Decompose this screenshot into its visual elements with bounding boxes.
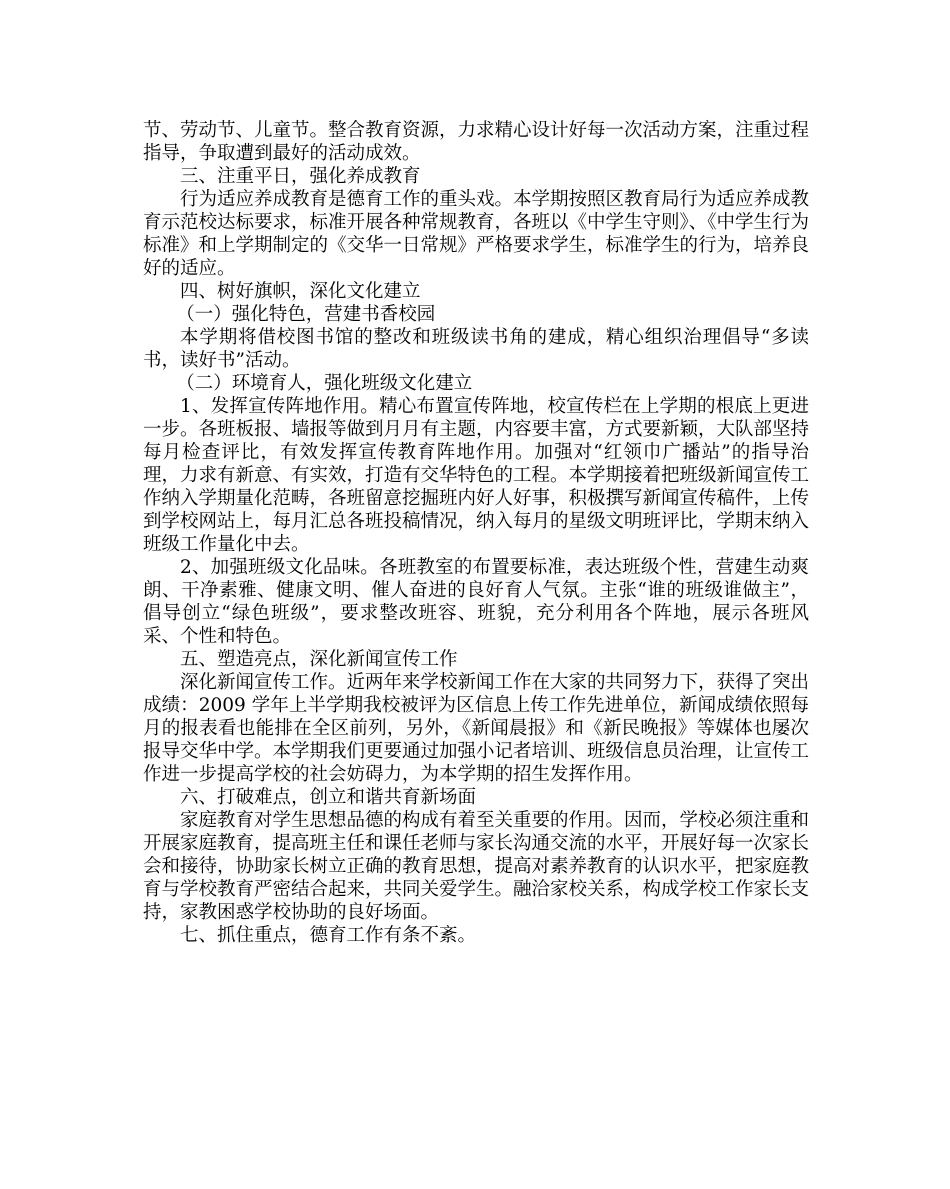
- subheading-4-2: （二）环境育人，强化班级文化建立: [176, 373, 473, 394]
- paragraph-class-culture: 2、加强班级文化品味。各班教室的布置要标准，表达班级个性，营建生动爽朗、干净素雅、健康文明、催人奋进的良好育人气氛。主张“谁的班级谁做主”，倡导创立“绿色班级”，要求整改班容、班貌，充分利用各个阵地，展示各班风采、个性和特色。: [143, 557, 809, 647]
- section-heading-5: 五、塑造亮点，深化新闻宣传工作: [180, 649, 458, 670]
- section-heading-7: 七、抓住重点，德育工作有条不紊。: [180, 925, 477, 946]
- paragraph-reading: 本学期将借校图书馆的整改和班级读书角的建成，精心组织治理倡导“多读书，读好书”活动。: [143, 327, 809, 371]
- document-page: [143, 119, 809, 947]
- paragraph-news-publicity: 深化新闻宣传工作。近两年来学校新闻工作在大家的共同努力下，获得了突出成绩：2009 学年上半学期我校被评为区信息上传工作先进单位，新闻成绩依照每月的报表看也能排在全区前列，另外，《新闻晨报》和《新民晚报》等媒体也屡次报导交华中学。本学期我们更要通过加强小记者培训、班级信息员治理，让宣传工作进一步提高学校的社会妨碍力，为本学期的招生发挥作用。: [143, 672, 810, 785]
- paragraph-continued: 节、劳动节、儿童节。整合教育资源，力求精心设计好每一次活动方案，注重过程指导，争取遭到最好的活动成效。: [143, 120, 810, 164]
- section-heading-6: 六、打破难点，创立和谐共育新场面: [180, 787, 477, 808]
- paragraph-family-education: 家庭教育对学生思想品德的构成有着至关重要的作用。因而，学校必须注重和开展家庭教育，提高班主任和课任老师与家长沟通交流的水平，开展好每一次家长会和接待，协助家长树立正确的教育思想，提高对素养教育的认识水平，把家庭教育与学校教育严密结合起来，共同关爱学生。融洽家校关系，构成学校工作家长支持，家教困惑学校协助的良好场面。: [143, 810, 810, 923]
- paragraph-publicity-position: 1、发挥宣传阵地作用。精心布置宣传阵地，校宣传栏在上学期的根底上更进一步。各班板报、墙报等做到月月有主题，内容要丰富，方式要新颖，大队部坚持每月检查评比，有效发挥宣传教育阵地作用。加强对“红领巾广播站”的指导治理，力求有新意、有实效，打造有交华特色的工程。本学期接着把班级新闻宣传工作纳入学期量化范畴，各班留意挖掘班内好人好事，积极撰写新闻宣传稿件，上传到学校网站上，每月汇总各班投稿情况，纳入每月的星级文明班评比，学期末纳入班级工作量化中去。: [143, 396, 810, 555]
- section-heading-4: 四、树好旗帜，深化文化建立: [180, 281, 421, 302]
- paragraph-habit-education: 行为适应养成教育是德育工作的重头戏。本学期按照区教育局行为适应养成教育示范校达标要求，标准开展各种常规教育，各班以《中学生守则》、《中学生行为标准》和上学期制定的《交华一日常规》严格要求学生，标准学生的行为，培养良好的适应。: [143, 189, 810, 279]
- subheading-4-1: （一）强化特色，营建书香校园: [176, 304, 436, 325]
- section-heading-3: 三、注重平日，强化养成教育: [180, 166, 421, 187]
